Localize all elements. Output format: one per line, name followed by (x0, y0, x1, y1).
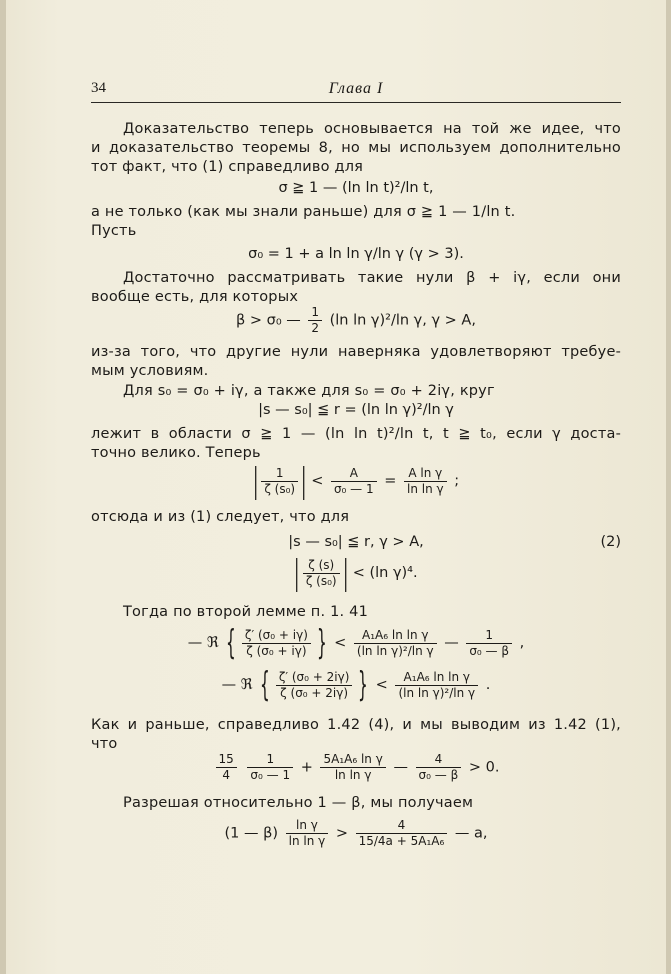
running-header (91, 80, 621, 103)
text-line: что (91, 736, 118, 752)
formula-zeta-bound: | $\frac{1}{\text{ζ (s₀)}}$ | < $\frac{A}{\text{σ₀ — 1}}$ = $\frac{\text{A ln γ}}{\text{ln ln γ}}$ ; (253, 461, 460, 501)
formula-re-2: — ℜ { $\frac{\text{ζ′ (σ₀ + 2iγ)}}{\text{ζ (σ₀ + 2iγ)}}$ } < $\frac{\text{A₁A₆ ln ln γ}}{\text{(ln ln γ)²/ln γ}}$ . (221, 665, 491, 705)
text-line: мым условиям. (91, 363, 209, 379)
text-line: а не только (как мы знали раньше) для σ ≧ 1 — 1/ln t. (91, 204, 516, 220)
formula-sigma-bound: σ ≧ 1 — (ln ln t)²/ln t, (278, 180, 434, 196)
formula-inequality: $\frac{15}{4}$ $\frac{1}{\text{σ₀ — 1}}$ + $\frac{\text{5A₁A₆ ln γ}}{\text{ln ln γ}}$ — $\frac{4}{\text{σ₀ — β}}$ > 0. (91, 752, 621, 783)
text-line: Пусть (91, 223, 137, 239)
text-line: Для s₀ = σ₀ + iγ, а также для s₀ = σ₀ + 2iγ, круг (123, 383, 495, 399)
text-line: отсюда и из (1) следует, что для (91, 509, 350, 525)
formula-result: (1 — β) $\frac{\text{ln γ}}{\text{ln ln γ}}$ > $\frac{4}{\text{15/4a + 5A₁A₆}}$ — a, (224, 818, 488, 848)
chapter-title: Глава I (328, 80, 384, 97)
text-line: Тогда по второй лемме п. 1. 41 (123, 604, 368, 620)
page-number: 34 (91, 80, 106, 96)
text-line: и доказательство теоремы 8, но мы используем дополнительно (91, 140, 621, 156)
text-line: тот факт, что (1) справедливо для (91, 159, 364, 175)
text-line: вообще есть, для которых (91, 289, 299, 305)
text-line: Как и раньше, справедливо 1.42 (4), и мы выводим из 1.42 (1), (91, 717, 621, 733)
formula-zeta-ratio: | $\frac{\zeta (s)}{\text{ζ (s₀)}}$ | < (ln γ)⁴. (294, 553, 418, 593)
text-line: из-за того, что другие нули наверняка удовлетворяют требуе- (91, 344, 621, 360)
text-line: Достаточно рассматривать такие нули β + iγ, если они (123, 270, 621, 286)
formula-beta-condition: β > σ₀ — $\frac{1}{2}$ (ln ln γ)²/ln γ, γ > A, (236, 305, 476, 335)
formula-circle: |s — s₀| ≦ r = (ln ln γ)²/ln γ (258, 402, 454, 418)
text-line: лежит в области σ ≧ 1 — (ln ln t)²/ln t, t ≧ t₀, если γ доста- (91, 426, 621, 442)
formula-sigma0: σ₀ = 1 + a ln ln γ/ln γ (γ > 3). (248, 246, 464, 262)
formula-re-1: — ℜ { $\frac{\text{ζ′ (σ₀ + iγ)}}{\text{ζ (σ₀ + iγ)}}$ } < $\frac{\text{A₁A₆ ln ln γ}}{\text{(ln ln γ)²/ln γ}}$ — $\frac{1}{\text{σ₀ — β}}$ , (187, 623, 525, 663)
text-line: Доказательство теперь основывается на той же идее, что (123, 121, 621, 137)
text-line: точно велико. Теперь (91, 445, 261, 461)
equation-number: (2) (600, 534, 621, 550)
text-line: Разрешая относительно 1 — β, мы получаем (123, 795, 474, 811)
book-page (6, 0, 666, 974)
formula-disc-condition: |s — s₀| ≦ r, γ > A, (2) (288, 534, 621, 550)
